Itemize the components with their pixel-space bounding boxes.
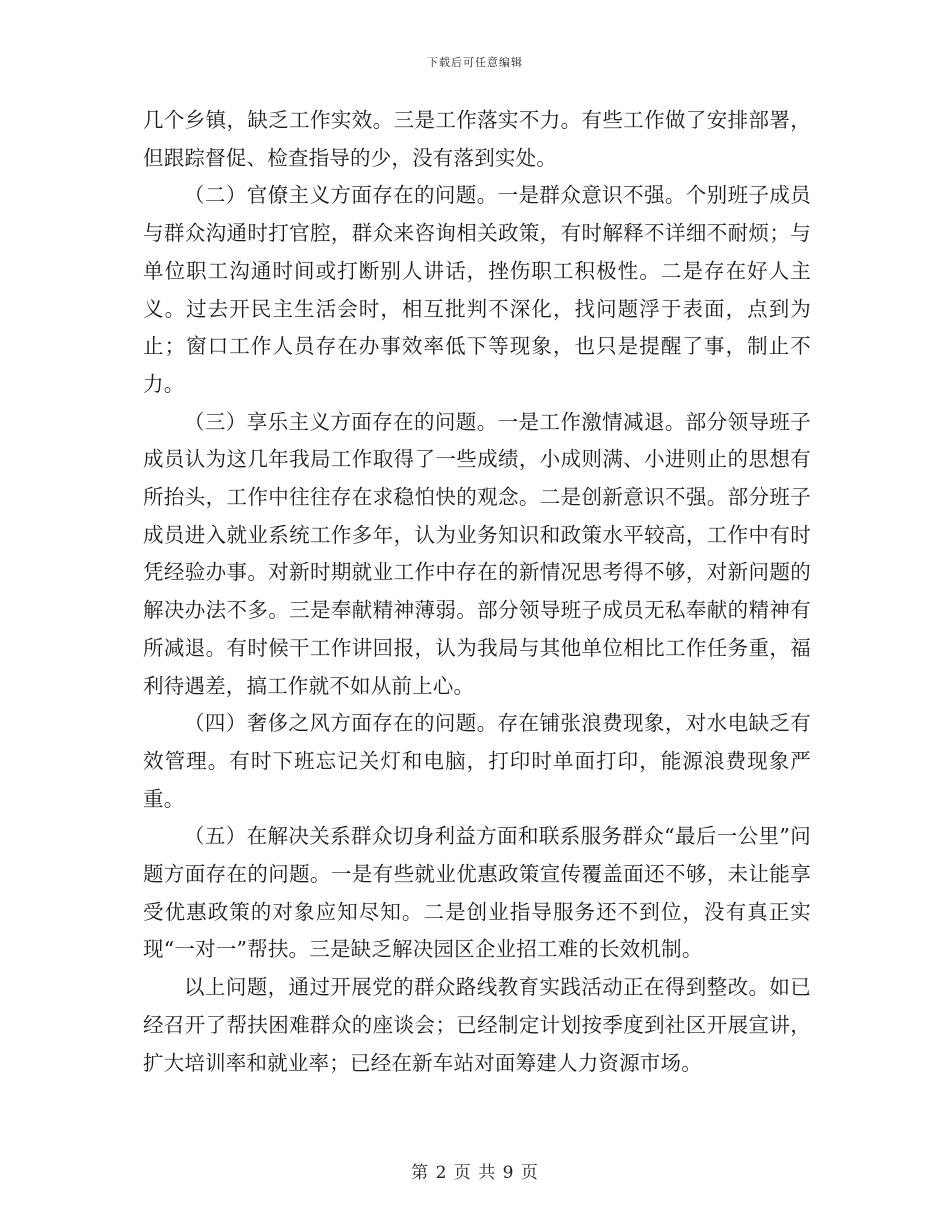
- paragraph-bureaucratism: （二）官僚主义方面存在的问题。一是群众意识不强。个别班子成员与群众沟通时打官腔，群众来咨询相关政策，有时解释不详细不耐烦；与单位职工沟通时间或打断别人讲话，挫伤职工积极性。二是存在好人主义。过去开民主生活会时，相互批判不深化，找问题浮于表面，点到为止；窗口工作人员存在办事效率低下等现象，也只是提醒了事，制止不力。: [143, 183, 811, 396]
- paragraph-last-mile: （五）在解决关系群众切身利益方面和联系服务群众“最后一公里”问题方面存在的问题。一是有些就业优惠政策宣传覆盖面还不够，未让能享受优惠政策的对象应知尽知。二是创业指导服务还不到位，没有真正实现“一对一”帮扶。三是缺乏解决园区企业招工难的长效机制。: [143, 824, 811, 962]
- page-number-footer: 第 2 页 共 9 页: [411, 1163, 539, 1183]
- paragraph-rectification: 以上问题，通过开展党的群众路线教育实践活动正在得到整改。如已经召开了帮扶困难群众的座谈会；已经制定计划按季度到社区开展宣讲，扩大培训率和就业率；已经在新车站对面筹建人力资源市场。: [143, 975, 811, 1075]
- page-header-note: 下载后可任意编辑: [427, 56, 523, 69]
- paragraph-continuation: 几个乡镇，缺乏工作实效。三是工作落实不力。有些工作做了安排部署，但跟踪督促、检查指导的少，没有落到实处。: [143, 108, 811, 170]
- document-body: [143, 102, 811, 1082]
- paragraph-extravagance: （四）奢侈之风方面存在的问题。存在铺张浪费现象，对水电缺乏有效管理。有时下班忘记关灯和电脑，打印时单面打印，能源浪费现象严重。: [143, 711, 811, 811]
- paragraph-hedonism: （三）享乐主义方面存在的问题。一是工作激情减退。部分领导班子成员认为这几年我局工作取得了一些成绩，小成则满、小进则止的思想有所抬头，工作中往往存在求稳怕快的观念。二是创新意识不强。部分班子成员进入就业系统工作多年，认为业务知识和政策水平较高，工作中有时凭经验办事。对新时期就业工作中存在的新情况思考得不够，对新问题的解决办法不多。三是奉献精神薄弱。部分领导班子成员无私奉献的精神有所减退。有时候干工作讲回报，认为我局与其他单位相比工作任务重，福利待遇差，搞工作就不如从前上心。: [143, 409, 811, 698]
